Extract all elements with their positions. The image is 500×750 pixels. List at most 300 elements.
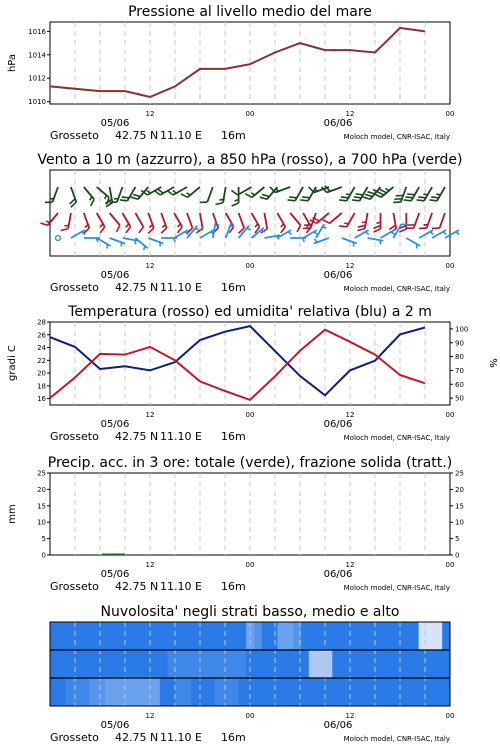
y-right-tick-label: 90 [455,339,464,348]
cloud-cell [175,650,183,678]
barb-shaft [414,213,419,228]
barb-shaft [252,187,264,197]
cloud-cell [442,650,450,678]
cloud-cell [293,650,301,678]
barb-feather [61,228,68,232]
barb-shaft [110,213,120,225]
x-tick-label: 12 [345,561,355,569]
cloud-cell [183,622,191,650]
barb-feather [176,227,184,233]
cloud-cell [207,622,215,650]
y-tick-label: 1012 [28,74,46,83]
cloud-cell [309,678,317,706]
x-tick-label: 00 [445,110,455,118]
x-tick-label: 12 [145,110,155,118]
cloud-cell [293,678,301,706]
wind-barb [339,210,355,230]
wind-barb [45,185,58,205]
wind-barb [232,213,245,233]
y-right-axis-label: % [487,358,498,368]
wind-barb [181,182,200,200]
barb-shaft [264,213,267,229]
cloud-cell [58,650,66,678]
cloud-cell [152,650,160,678]
cloud-cell [254,622,262,650]
y-tick-label: 25 [37,469,46,478]
cloud-cell [223,622,231,650]
barb-feather [295,225,302,232]
location-lon: 11.10 E [160,731,202,744]
barb-feather [232,189,238,197]
cloud-cell [144,650,152,678]
location-alt: 16m [221,580,246,593]
cloud-cell [372,678,380,706]
barb-shaft [148,238,163,243]
model-label: Moloch model, CNR-ISAC, Italy [343,584,450,592]
cloud-cell [113,622,121,650]
location-name: Grosseto [50,731,99,744]
cloud-cell [128,678,136,706]
cloud-cell [207,650,215,678]
y-right-tick-label: 15 [455,502,464,511]
cloud-cell [348,650,356,678]
barb-feather [200,200,208,205]
wind-barb [168,213,184,233]
cloud-cell [152,678,160,706]
barb-shaft [135,213,143,227]
barb-shaft [445,230,459,238]
date-label: 05/06 [100,270,130,281]
calm-circle [56,236,61,241]
cloud-cell [270,650,278,678]
barb-feather [137,227,145,233]
location-alt: 16m [221,731,246,744]
wind-barb [200,185,213,205]
barb-shaft [135,238,147,248]
barb-shaft [381,230,395,238]
cloud-cell [230,678,238,706]
x-tick-label: 00 [445,561,455,569]
cloud-cell [356,622,364,650]
barb-feather [147,228,155,233]
barb-shaft [406,238,420,246]
cloud-cell [152,622,160,650]
y-tick-label: 0 [41,551,46,560]
cloud-cell [332,622,340,650]
cloud-cell [144,678,152,706]
cloud-cell [395,650,403,678]
cloud-cell [372,622,380,650]
location-lat: 42.75 N [115,731,159,744]
cloud-cell [105,622,113,650]
cloud-cell [364,650,372,678]
x-tick-label: 00 [245,262,255,270]
wind-barb [271,213,287,233]
wind-barb [108,238,124,247]
wind-barb [445,230,461,241]
cloud-cell [215,622,223,650]
cloud-cell [340,650,348,678]
wind-barb [340,238,356,247]
cloud-cell [238,650,246,678]
location-lon: 11.10 E [160,430,202,443]
date-label: 05/06 [100,569,130,580]
x-tick-label: 00 [445,262,455,270]
wind-barb [245,182,264,200]
y-tick-label: 24 [37,344,46,353]
cloud-cell [238,622,246,650]
cloud-cell [340,622,348,650]
cloud-cell [66,650,74,678]
cloud-cell [183,678,191,706]
wind-barb [393,185,406,205]
cloud-cell [215,678,223,706]
cloud-cell [215,650,223,678]
location-alt: 16m [221,129,246,142]
cloud-cell [403,678,411,706]
cloud-cell [168,650,176,678]
cloud-cell [411,622,419,650]
y-right-tick-label: 80 [455,353,464,362]
barb-feather [309,186,314,194]
cloud-cell [183,650,191,678]
cloud-cell [89,678,97,706]
barb-shaft [277,230,291,238]
wind-barb [120,184,136,204]
y-right-tick-label: 50 [455,394,464,403]
x-tick-label: 12 [145,561,155,569]
cloud-cell [262,678,270,706]
cloud-cell [395,678,403,706]
cloud-cell [223,678,231,706]
cloud-cell [89,650,97,678]
cloud-cell [97,650,105,678]
wind-barb [232,187,239,206]
location-lat: 42.75 N [115,281,159,294]
cloud-cell [254,650,262,678]
cloud-cell [136,622,144,650]
cloud-cell [160,678,168,706]
location-name: Grosseto [50,281,99,294]
humidity-line [50,326,425,395]
x-tick-label: 12 [145,262,155,270]
cloud-cell [348,678,356,706]
barb-shaft [97,187,109,197]
wind-barb [104,213,122,232]
wind-barb [406,211,419,231]
cloud-cell [254,678,262,706]
barb-feather [216,202,223,206]
y-tick-label: 1014 [28,51,46,60]
cloud-cell [58,678,66,706]
x-tick-label: 12 [145,712,155,720]
cloud-cell [128,650,136,678]
cloud-cell [121,678,129,706]
barb-shaft [432,230,446,238]
cloud-cell [81,678,89,706]
barb-shaft [355,230,369,238]
cloud-cell [356,650,364,678]
cloud-cell [325,622,333,650]
barb-shaft [97,213,105,227]
cloud-cell [113,678,121,706]
y-right-tick-label: 100 [455,325,469,334]
cloud-cell [379,678,387,706]
y-tick-label: 20 [37,369,46,378]
barb-shaft [188,187,200,197]
barb-shaft [419,230,433,238]
cloud-cell [81,622,89,650]
cloud-cell [121,650,129,678]
barb-half-feather [104,195,108,199]
model-label: Moloch model, CNR-ISAC, Italy [343,434,450,442]
barb-half-feather [385,187,389,191]
cloud-cell [364,678,372,706]
location-lon: 11.10 E [160,129,202,142]
wind-barb [357,212,367,232]
barb-shaft [238,187,252,195]
wind-barb [40,209,58,228]
wind-barb [300,184,316,204]
wind-barb [142,213,155,233]
barb-shaft [84,187,94,199]
location-lat: 42.75 N [115,430,159,443]
wind-barb [56,236,61,241]
cloud-cell [426,678,434,706]
cloud-cell [356,678,364,706]
cloud-cell [285,650,293,678]
cloud-cell [325,678,333,706]
cloud-cell [277,622,285,650]
barb-feather [160,228,168,233]
wind-barb [187,226,200,241]
barb-shaft [330,213,342,223]
date-label: 06/06 [323,419,353,430]
cloud-cell [207,678,215,706]
cloud-cell [332,650,340,678]
cloud-cell [403,650,411,678]
wind-barb [419,230,435,241]
temperature-line [50,330,425,400]
y-right-tick-label: 5 [455,535,460,544]
y-axis-label: hPa [7,53,18,73]
x-tick-label: 00 [245,561,255,569]
barb-feather [374,229,381,232]
chart-title: Pressione al livello medio del mare [128,4,372,20]
cloud-cell [175,678,183,706]
cloud-cell [262,650,270,678]
cloud-cell [50,650,58,678]
barb-shaft [303,230,317,238]
model-label: Moloch model, CNR-ISAC, Italy [343,285,450,293]
wind-barb [277,230,293,241]
barb-shaft [187,213,192,228]
cloud-cell [419,650,427,678]
wind-barb [316,224,327,240]
barb-half-feather [142,246,146,250]
y-right-tick-label: 0 [455,551,460,560]
precip-bar [102,554,125,556]
x-tick-label: 00 [245,411,255,419]
y-tick-label: 1010 [28,98,46,107]
cloud-cell [97,678,105,706]
y-tick-label: 16 [37,395,46,404]
x-tick-label: 12 [345,712,355,720]
y-tick-label: 20 [37,485,46,494]
barb-feather [115,225,122,232]
cloud-cell [144,622,152,650]
wind-barb [129,213,145,233]
wind-barb [216,186,226,206]
barb-feather [406,226,414,231]
cloud-cell [301,622,309,650]
cloud-cell [50,622,58,650]
wind-barb [147,238,163,247]
wind-barb [264,235,280,242]
chart-title: Temperatura (rosso) ed umidita' relativa (blu) a 2 m [68,304,432,320]
wind-barb [312,234,328,243]
location-alt: 16m [221,430,246,443]
cloud-cell [387,650,395,678]
barb-half-feather [195,227,199,231]
y-right-tick-label: 20 [455,485,464,494]
x-tick-label: 12 [145,411,155,419]
cloud-cell [317,678,325,706]
cloud-cell [238,678,246,706]
wind-barb [245,213,261,233]
cloud-cell [301,678,309,706]
cloud-cell [395,622,403,650]
barb-half-feather [89,197,93,201]
date-label: 05/06 [100,118,130,129]
cloud-cell [136,650,144,678]
wind-barb [91,213,107,233]
barb-feather [232,203,239,206]
date-label: 06/06 [323,270,353,281]
cloud-cell [403,622,411,650]
cloud-cell [332,678,340,706]
cloud-cell [387,622,395,650]
date-label: 06/06 [323,118,353,129]
y-tick-label: 26 [37,331,46,340]
cloud-cell [270,622,278,650]
cloud-cell [379,622,387,650]
y-tick-label: 1016 [28,27,46,36]
y-right-tick-label: 70 [455,366,464,375]
barb-shaft [48,213,58,225]
barb-shaft [342,238,357,243]
barb-shaft [365,213,368,229]
cloud-cell [301,650,309,678]
wind-barb [432,230,448,241]
y-axis-label: gradi C [7,345,18,381]
cloud-cell [128,622,136,650]
cloud-cell [175,622,183,650]
cloud-cell [50,678,58,706]
cloud-cell [74,650,82,678]
barb-shaft [440,213,445,228]
y-tick-label: 10 [37,518,46,527]
barb-shaft [239,213,244,228]
cloud-cell [434,678,442,706]
barb-shaft [290,213,300,225]
barb-shaft [295,187,303,201]
cloud-cell [97,622,105,650]
barb-shaft [316,224,324,238]
barb-shaft [200,230,214,238]
cloud-cell [246,678,254,706]
barb-shaft [71,230,85,238]
cloud-cell [230,622,238,650]
cloud-cell [426,622,434,650]
x-tick-label: 12 [345,411,355,419]
x-tick-label: 00 [445,712,455,720]
x-tick-label: 12 [345,262,355,270]
barb-half-feather [187,192,191,196]
cloud-cell [113,650,121,678]
date-label: 05/06 [100,419,130,430]
cloud-cell [325,650,333,678]
barb-feather [124,227,132,233]
location-lon: 11.10 E [160,281,202,294]
barb-feather [45,200,53,205]
cloud-cell [419,678,427,706]
wind-barb [419,211,432,231]
cloud-cell [411,650,419,678]
barb-shaft [53,187,58,202]
barb-half-feather [251,192,255,196]
model-label: Moloch model, CNR-ISAC, Italy [343,133,450,141]
chart-title: Precip. acc. in 3 ore: totale (verde), frazione solida (tratt.) [47,455,453,471]
barb-shaft [138,187,148,199]
cloud-cell [105,650,113,678]
cloud-cell [223,650,231,678]
cloud-cell [199,650,207,678]
cloud-cell [309,622,317,650]
cloud-cell [364,622,372,650]
cloud-cell [419,622,427,650]
wind-barb [303,211,316,231]
cloud-cell [277,650,285,678]
cloud-cell [191,622,199,650]
cloud-cell [442,622,450,650]
location-lon: 11.10 E [160,580,202,593]
wind-barb [61,212,71,232]
date-label: 06/06 [323,569,353,580]
chart-title: Nuvolosita' negli strati basso, medio e alto [100,604,400,620]
cloud-cell [66,622,74,650]
barb-shaft [347,213,355,227]
cloud-cell [89,622,97,650]
y-right-tick-label: 25 [455,469,464,478]
cloud-cell [199,678,207,706]
cloud-cell [317,622,325,650]
cloud-cell [191,650,199,678]
cloud-cell [285,678,293,706]
barb-feather [357,228,364,232]
barb-shaft [97,238,111,246]
cloud-cell [426,650,434,678]
cloud-cell [58,622,66,650]
location-alt: 16m [221,281,246,294]
cloud-cell [317,650,325,678]
y-tick-label: 18 [37,382,46,391]
date-label: 05/06 [100,720,130,731]
location-name: Grosseto [50,580,99,593]
y-tick-label: 28 [37,318,46,327]
cloud-cell [372,650,380,678]
y-tick-label: 5 [41,535,46,544]
